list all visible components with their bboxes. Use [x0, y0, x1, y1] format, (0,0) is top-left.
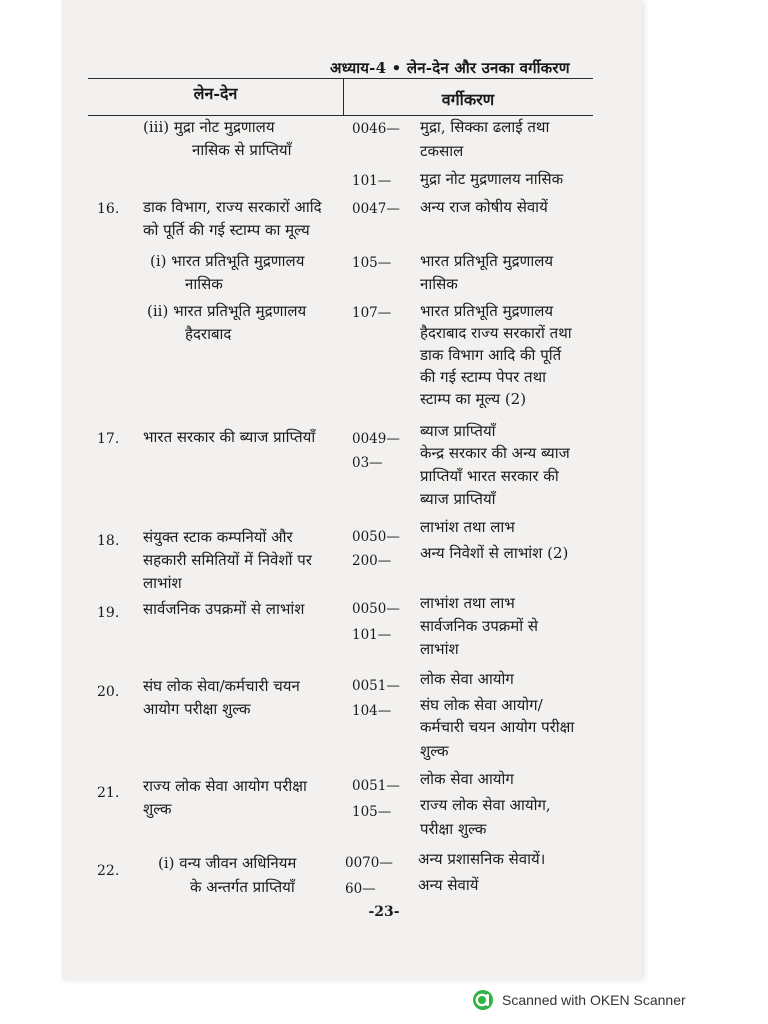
classification-text: परीक्षा शुल्क	[420, 820, 487, 838]
classification-text: टकसाल	[420, 142, 464, 160]
head-code: 200—	[352, 553, 392, 569]
entry-text: नासिक से प्राप्तियाँ	[192, 141, 292, 159]
entry-text: (ii) भारत प्रतिभूति मुद्रणालय	[147, 302, 307, 320]
entry-text: शुल्क	[143, 800, 172, 818]
classification-text: भारत प्रतिभूति मुद्रणालय	[420, 252, 554, 270]
entry-text: भारत सरकार की ब्याज प्राप्तियाँ	[143, 428, 316, 446]
classification-text: डाक विभाग आदि की पूर्ति	[420, 346, 562, 364]
head-code: 104—	[352, 703, 392, 719]
scanner-watermark	[472, 988, 686, 1012]
classification-text: मुद्रा नोट मुद्रणालय नासिक	[420, 170, 564, 188]
classification-text: लोक सेवा आयोग	[420, 670, 514, 688]
classification-text: सार्वजनिक उपक्रमों से	[420, 617, 539, 635]
classification-text: अन्य निवेशों से लाभांश (2)	[420, 544, 569, 562]
head-code: 107—	[352, 305, 392, 321]
head-code: 0070—	[345, 855, 393, 871]
classification-text: की गई स्टाम्प पेपर तथा	[420, 368, 547, 386]
entry-number: 19.	[97, 605, 120, 621]
classification-text: लाभांश	[420, 640, 459, 658]
head-code: 105—	[352, 804, 392, 820]
classification-text: नासिक	[420, 275, 458, 293]
classification-text: हैदराबाद राज्य सरकारों तथा	[420, 324, 572, 342]
entry-number: 22.	[97, 863, 120, 879]
entry-text: डाक विभाग, राज्य सरकारों आदि	[143, 198, 322, 216]
head-code: 60—	[345, 881, 376, 897]
entry-text: हैदराबाद	[185, 325, 232, 343]
entry-text: राज्य लोक सेवा आयोग परीक्षा	[143, 777, 307, 795]
entry-text: के अन्तर्गत प्राप्तियाँ	[190, 878, 295, 896]
head-code: 0051—	[352, 778, 400, 794]
page-number: -23-	[368, 904, 400, 920]
oken-scanner-logo-icon	[472, 989, 494, 1011]
column-header-classification: वर्गीकरण	[441, 90, 495, 109]
classification-text: लाभांश तथा लाभ	[420, 518, 515, 536]
classification-text: लोक सेवा आयोग	[420, 770, 514, 788]
entry-number: 16.	[97, 201, 120, 217]
classification-text: ब्याज प्राप्तियाँ	[420, 422, 496, 440]
head-code: 105—	[352, 255, 392, 271]
head-code: 0051—	[352, 678, 400, 694]
entry-text: संयुक्त स्टाक कम्पनियों और	[143, 528, 293, 546]
entry-text: लाभांश	[143, 574, 182, 592]
entry-text: नासिक	[185, 275, 223, 293]
scanned-page	[62, 0, 642, 980]
head-code: 0050—	[352, 529, 400, 545]
head-code: 0047—	[352, 201, 400, 217]
classification-text: अन्य राज कोषीय सेवायें	[420, 198, 548, 216]
head-code: 0050—	[352, 601, 400, 617]
entry-text: (i) वन्य जीवन अधिनियम	[158, 854, 297, 872]
entry-text: को पूर्ति की गई स्टाम्प का मूल्य	[143, 221, 310, 239]
classification-text: लाभांश तथा लाभ	[420, 594, 515, 612]
classification-text: अन्य प्रशासनिक सेवायें।	[418, 850, 546, 868]
classification-text: स्टाम्प का मूल्य (2)	[420, 390, 527, 408]
entry-text: (i) भारत प्रतिभूति मुद्रणालय	[150, 252, 305, 270]
head-code: 0049—	[352, 431, 400, 447]
classification-text: अन्य सेवायें	[418, 876, 479, 894]
table-header	[88, 78, 593, 116]
entry-number: 17.	[97, 431, 120, 447]
head-code: 101—	[352, 627, 392, 643]
head-code: 101—	[352, 173, 392, 189]
running-head: अध्याय-4 • लेन-देन और उनका वर्गीकरण	[330, 59, 570, 77]
head-code: 0046—	[352, 121, 400, 137]
entry-number: 20.	[97, 684, 120, 700]
entry-text: सार्वजनिक उपक्रमों से लाभांश	[143, 600, 305, 618]
classification-text: केन्द्र सरकार की अन्य ब्याज	[420, 444, 570, 462]
entry-text: सहकारी समितियों में निवेशों पर	[143, 551, 312, 569]
classification-text: राज्य लोक सेवा आयोग,	[420, 796, 551, 814]
scanner-text: Scanned with OKEN Scanner	[502, 992, 686, 1008]
entry-text: आयोग परीक्षा शुल्क	[143, 700, 251, 718]
classification-text: भारत प्रतिभूति मुद्रणालय	[420, 302, 554, 320]
classification-text: प्राप्तियाँ भारत सरकार की	[420, 467, 559, 485]
classification-text: शुल्क	[420, 742, 449, 760]
entry-number: 21.	[97, 785, 120, 801]
entry-text: संघ लोक सेवा/कर्मचारी चयन	[143, 677, 300, 695]
head-code: 03—	[352, 455, 383, 471]
classification-text: मुद्रा, सिक्का ढलाई तथा	[420, 118, 550, 136]
classification-text: संघ लोक सेवा आयोग/	[420, 696, 543, 714]
entry-number: 18.	[97, 533, 120, 549]
classification-text: ब्याज प्राप्तियाँ	[420, 490, 496, 508]
classification-text: कर्मचारी चयन आयोग परीक्षा	[420, 718, 575, 736]
column-header-transaction: लेन-देन	[88, 79, 344, 115]
entry-text: (iii) मुद्रा नोट मुद्रणालय	[143, 118, 275, 136]
